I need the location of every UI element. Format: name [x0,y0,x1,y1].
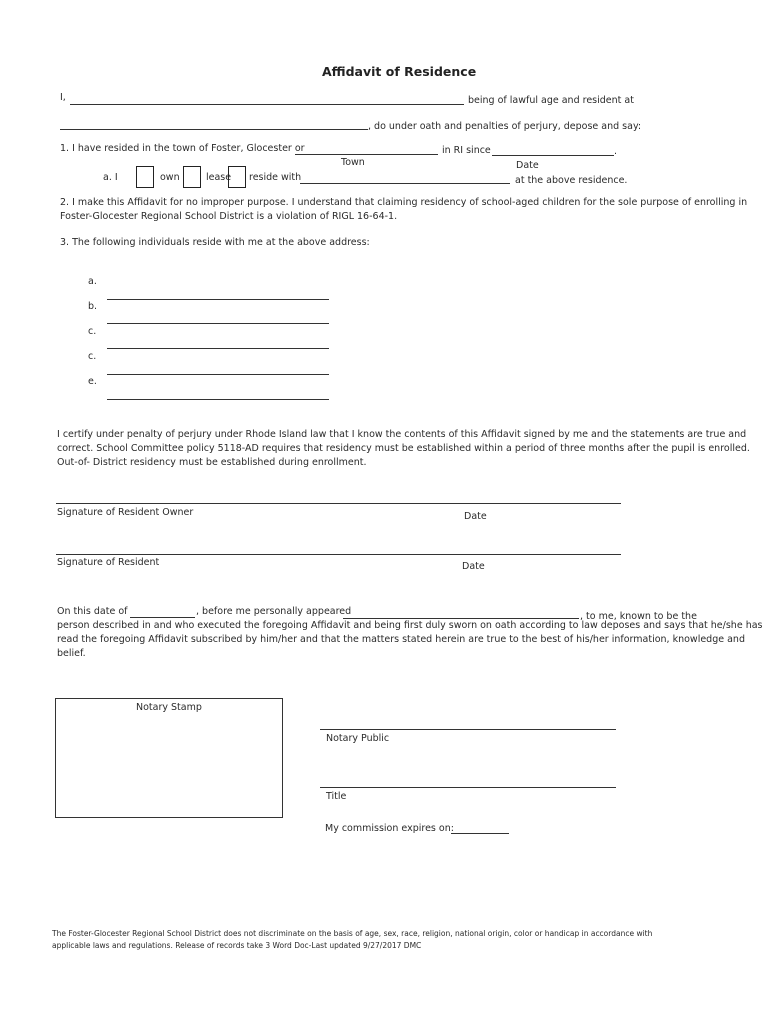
name-line[interactable] [70,104,464,105]
lease-label: lease [206,172,232,183]
item1-text: 1. I have resided in the town of Foster, Glocester or [60,143,305,154]
resident-line-d[interactable] [107,374,329,375]
reside-with-line[interactable] [300,183,510,184]
town-caption: Town [341,157,365,168]
notary-line4: belief. [57,648,86,659]
before-me-text: , before me personally appeared [196,606,352,617]
footer-line1: The Foster-Glocester Regional School District does not discriminate on the basis of age, sex, race, religion, national origin, color or handicap in accordance with [52,929,653,938]
item2-line2: Foster-Glocester Regional School District is a violation of RIGL 16-64-1. [60,211,398,222]
resident-line-e[interactable] [107,399,329,400]
resident-line-a[interactable] [107,299,329,300]
resident-signature-line[interactable] [56,554,621,555]
title-line[interactable] [320,787,616,788]
commission-date-line[interactable] [451,833,509,834]
title-label: Title [326,791,347,802]
reside-with-checkbox[interactable] [228,166,246,188]
notary-line2: person described in and who executed the foregoing Affidavit and being first duly sworn on oath according to law deposes and says that he/she has [57,620,763,631]
certify-line2: correct. School Committee policy 5118-AD requires that residency must be established within a period of three months after the pupil is enrolled. [57,443,750,454]
lease-checkbox[interactable] [183,166,201,188]
resident-date-label: Date [462,561,485,572]
own-checkbox[interactable] [136,166,154,188]
address-line[interactable] [60,129,368,130]
resident-line-c[interactable] [107,348,329,349]
resident-letter-c: c. [88,326,97,337]
notary-stamp-label: Notary Stamp [136,702,202,713]
i-label: I, [60,92,66,103]
being-text: being of lawful age and resident at [468,95,634,106]
notary-line3: read the foregoing Affidavit subscribed by him/her and that the matters stated herein are true to the best of his/her information, knowledge and [57,634,745,645]
notary-stamp-box [55,698,283,818]
reside-with-label: reside with [249,172,302,183]
resident-signature-label: Signature of Resident [57,557,160,568]
date-caption: Date [516,160,539,171]
appeared-name-line[interactable] [343,618,579,619]
depose-text: , do under oath and penalties of perjury, depose and say: [368,121,642,132]
certify-line3: Out-of- District residency must be established during enrollment. [57,457,367,468]
notary-public-line[interactable] [320,729,616,730]
document-title: Affidavit of Residence [322,64,477,79]
since-date-line[interactable] [492,155,614,156]
at-above-residence: at the above residence. [515,175,628,186]
certify-line1: I certify under penalty of perjury under Rhode Island law that I know the contents of this Affidavit signed by me and the statements are true and [57,429,747,440]
period: . [614,146,618,157]
item3-text: 3. The following individuals reside with me at the above address: [60,237,370,248]
item1a-label: a. I [103,172,118,183]
owner-signature-line[interactable] [56,503,621,504]
owner-signature-label: Signature of Resident Owner [57,507,194,518]
resident-line-b[interactable] [107,323,329,324]
resident-letter-b: b. [88,301,98,312]
town-line[interactable] [295,154,438,155]
own-label: own [160,172,180,183]
resident-letter-a: a. [88,276,97,287]
notary-date-line[interactable] [130,617,195,618]
in-ri-since: in RI since [442,145,491,156]
item2-line1: 2. I make this Affidavit for no improper purpose. I understand that claiming residency of school-aged children for the sole purpose of enrolling in [60,197,748,208]
on-this-date: On this date of [57,606,128,617]
resident-letter-d: c. [88,351,97,362]
resident-letter-e: e. [88,376,97,387]
to-me-text: , to me, known to be the [580,611,697,622]
commission-label: My commission expires on: [325,823,454,834]
footer-line2: applicable laws and regulations. Release of records take 3 Word Doc-Last updated 9/27/2017 DMC [52,941,422,950]
notary-public-label: Notary Public [326,733,390,744]
owner-date-label: Date [464,511,487,522]
